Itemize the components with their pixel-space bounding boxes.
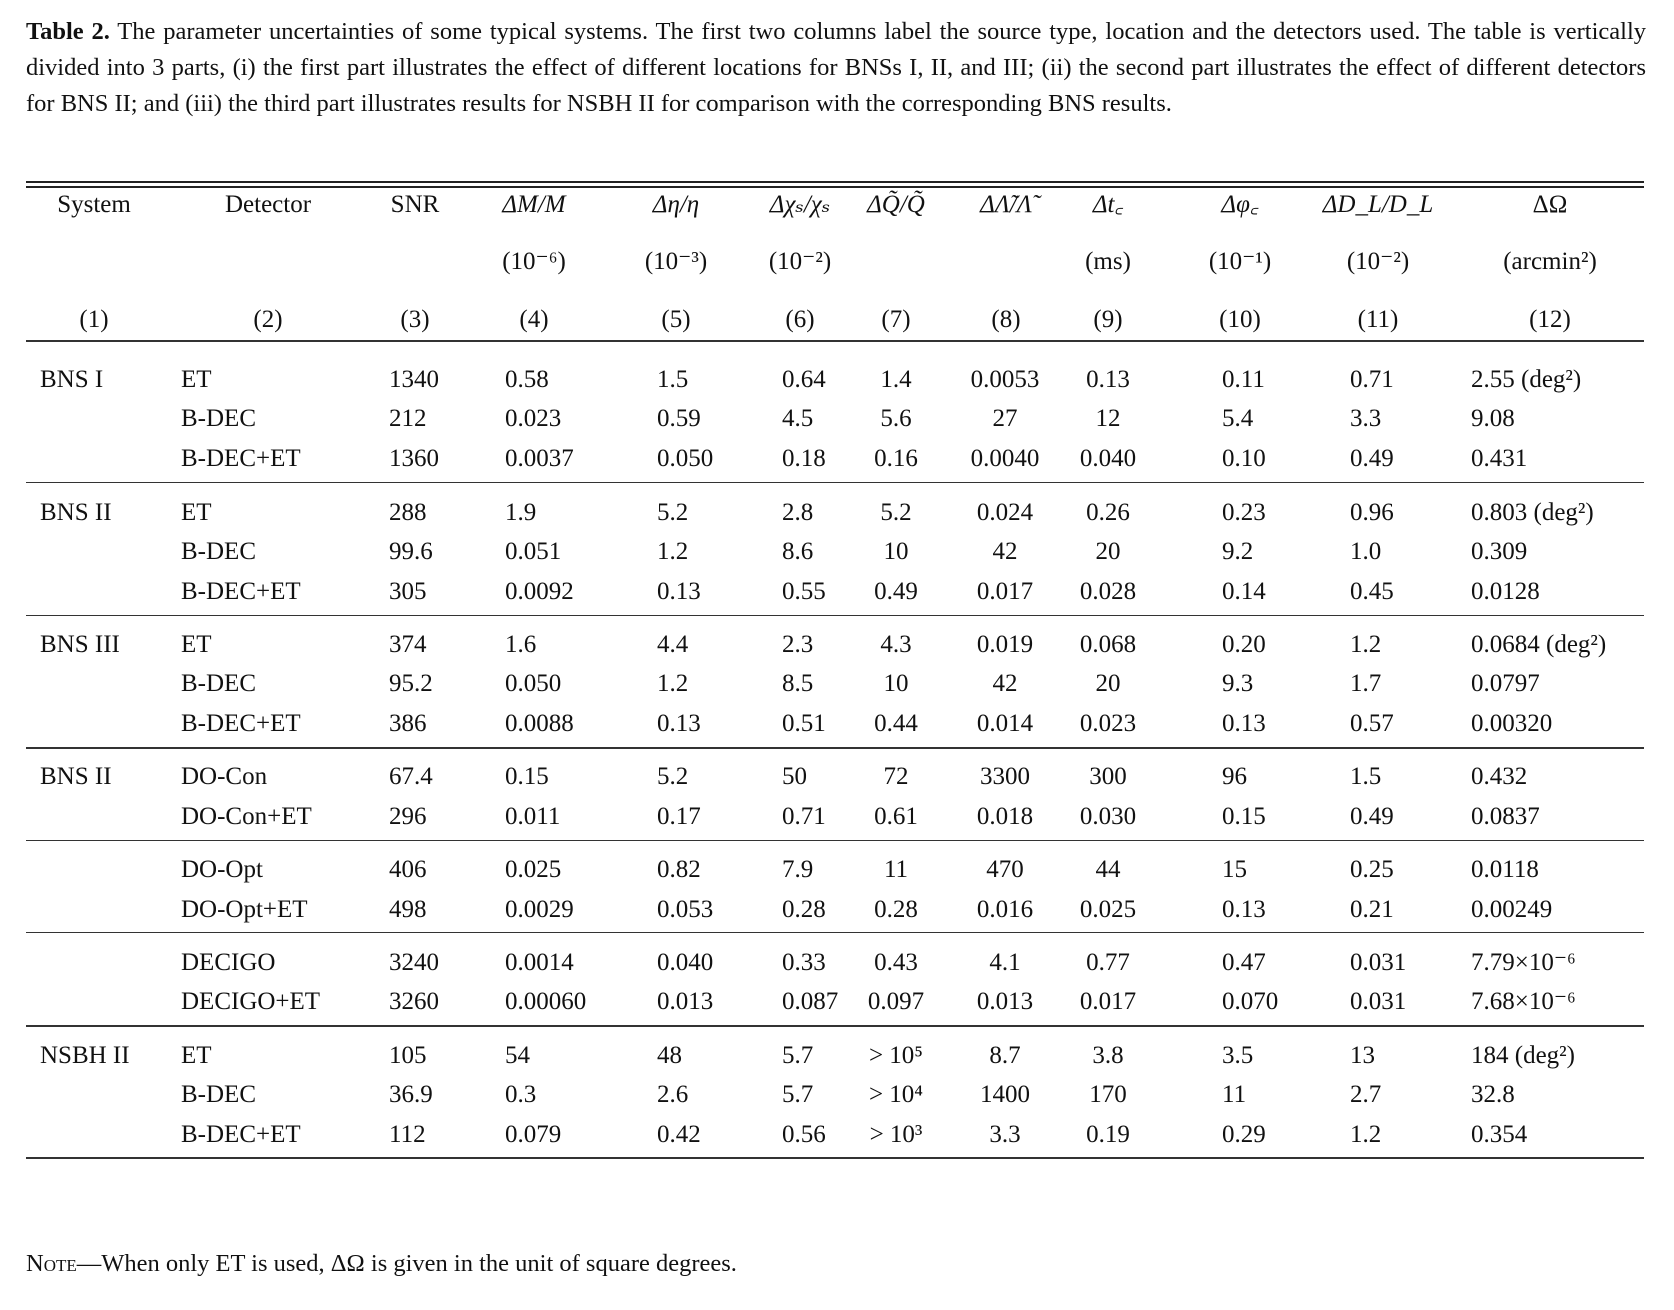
- value-cell: 50: [782, 763, 807, 790]
- value-cell: 2.7: [1350, 1081, 1382, 1108]
- detector-cell: DO-Opt+ET: [181, 896, 308, 923]
- header-unit: (arcmin²): [1503, 248, 1597, 275]
- value-cell: 1400: [980, 1081, 1030, 1108]
- header-number: (12): [1529, 306, 1571, 333]
- value-cell: 0.023: [1079, 710, 1137, 737]
- value-cell: 0.55: [782, 578, 826, 605]
- detector-cell: B-DEC+ET: [181, 710, 301, 737]
- value-cell: 0.097: [867, 988, 925, 1015]
- value-cell: > 10⁴: [868, 1081, 924, 1108]
- detector-cell: ET: [181, 499, 212, 526]
- value-cell: 0.49: [1350, 803, 1394, 830]
- header-number: (7): [881, 306, 911, 333]
- value-cell: 0.21: [1350, 896, 1394, 923]
- caption-label: Table 2.: [26, 18, 110, 45]
- value-cell: 0.33: [782, 949, 826, 976]
- value-cell: 7.68×10⁻⁶: [1471, 988, 1576, 1015]
- value-cell: 470: [986, 856, 1024, 883]
- value-cell: 0.014: [976, 710, 1034, 737]
- value-cell: 8.7: [989, 1042, 1021, 1069]
- system-cell: BNS I: [40, 366, 104, 393]
- value-cell: 0.018: [976, 803, 1034, 830]
- value-cell: 48: [657, 1042, 682, 1069]
- value-cell: 0.71: [1350, 366, 1394, 393]
- value-cell: 10: [883, 670, 909, 697]
- header-cell: Δφ꜀: [1221, 191, 1259, 218]
- value-cell: 96: [1222, 763, 1247, 790]
- value-cell: 15: [1222, 856, 1247, 883]
- value-cell: 1.6: [505, 631, 537, 658]
- header-cell: Δt꜀: [1092, 191, 1124, 218]
- header-cell: Δη/η: [652, 191, 700, 218]
- value-cell: 11: [883, 856, 909, 883]
- value-cell: 9.3: [1222, 670, 1254, 697]
- value-cell: 3.8: [1092, 1042, 1124, 1069]
- value-cell: 0.58: [505, 366, 549, 393]
- value-cell: 9.2: [1222, 538, 1254, 565]
- value-cell: 0.0837: [1471, 803, 1540, 830]
- value-cell: 99.6: [389, 538, 433, 565]
- detector-cell: B-DEC+ET: [181, 578, 301, 605]
- header-unit: (10⁻¹): [1208, 248, 1272, 275]
- value-cell: 296: [389, 803, 427, 830]
- value-cell: 3.3: [989, 1121, 1021, 1148]
- value-cell: 0.82: [657, 856, 701, 883]
- value-cell: 0.070: [1222, 988, 1279, 1015]
- value-cell: 0.803 (deg²): [1471, 499, 1594, 526]
- value-cell: 4.4: [657, 631, 689, 658]
- section-rule: [26, 615, 1644, 616]
- value-cell: 67.4: [389, 763, 433, 790]
- value-cell: 7.79×10⁻⁶: [1471, 949, 1576, 976]
- value-cell: 0.0014: [505, 949, 574, 976]
- value-cell: 3.3: [1350, 405, 1382, 432]
- value-cell: 8.6: [782, 538, 814, 565]
- value-cell: 0.3: [505, 1081, 537, 1108]
- value-cell: 10: [883, 538, 909, 565]
- value-cell: 0.23: [1222, 499, 1266, 526]
- value-cell: 0.0053: [970, 366, 1040, 393]
- section-rule: [26, 482, 1644, 483]
- value-cell: 0.45: [1350, 578, 1394, 605]
- value-cell: 1.5: [657, 366, 689, 393]
- value-cell: 1360: [389, 445, 439, 472]
- value-cell: 1340: [389, 366, 439, 393]
- section-rule: [26, 932, 1644, 933]
- system-cell: BNS III: [40, 631, 120, 658]
- header-number: (3): [400, 306, 430, 333]
- value-cell: 5.2: [657, 763, 689, 790]
- value-cell: 0.0092: [505, 578, 574, 605]
- value-cell: 0.51: [782, 710, 826, 737]
- value-cell: 44: [1095, 856, 1121, 883]
- value-cell: 0.10: [1222, 445, 1266, 472]
- value-cell: 0.025: [1079, 896, 1137, 923]
- value-cell: 0.77: [1086, 949, 1130, 976]
- value-cell: 0.354: [1471, 1121, 1528, 1148]
- value-cell: 0.068: [1079, 631, 1137, 658]
- value-cell: 2.8: [782, 499, 814, 526]
- value-cell: 0.0118: [1471, 856, 1539, 883]
- value-cell: 0.18: [782, 445, 826, 472]
- value-cell: > 10⁵: [868, 1042, 924, 1069]
- value-cell: 0.49: [874, 578, 918, 605]
- value-cell: 0.11: [1222, 366, 1265, 393]
- system-cell: NSBH II: [40, 1042, 130, 1069]
- value-cell: 1.4: [880, 366, 912, 393]
- value-cell: 0.28: [782, 896, 826, 923]
- note-label: Note: [26, 1250, 77, 1277]
- system-cell: BNS II: [40, 499, 112, 526]
- header-cell: ΔΛ̃/Λ̃: [980, 191, 1032, 218]
- value-cell: 2.55 (deg²): [1471, 366, 1582, 393]
- value-cell: 0.0029: [505, 896, 574, 923]
- value-cell: 3.5: [1222, 1042, 1254, 1069]
- bottom-rule: [26, 1157, 1644, 1159]
- value-cell: 0.13: [1086, 366, 1130, 393]
- value-cell: 0.64: [782, 366, 826, 393]
- detector-cell: DO-Con+ET: [181, 803, 312, 830]
- value-cell: 374: [389, 631, 427, 658]
- value-cell: 4.5: [782, 405, 814, 432]
- value-cell: 288: [389, 499, 427, 526]
- detector-cell: B-DEC: [181, 670, 256, 697]
- value-cell: 0.28: [874, 896, 918, 923]
- value-cell: 0.0684 (deg²): [1471, 631, 1607, 658]
- value-cell: 0.011: [505, 803, 561, 830]
- value-cell: 0.00320: [1471, 710, 1553, 737]
- value-cell: 0.00060: [505, 988, 587, 1015]
- value-cell: 20: [1095, 670, 1121, 697]
- detector-cell: B-DEC+ET: [181, 445, 301, 472]
- value-cell: 5.6: [880, 405, 912, 432]
- value-cell: 0.0037: [505, 445, 574, 472]
- value-cell: 0.031: [1350, 988, 1407, 1015]
- value-cell: > 10³: [869, 1121, 923, 1148]
- value-cell: 0.053: [657, 896, 714, 923]
- value-cell: 0.61: [874, 803, 918, 830]
- value-cell: 0.024: [976, 499, 1034, 526]
- table-note: [26, 1250, 737, 1278]
- header-cell: Detector: [224, 191, 312, 218]
- header-number: (9): [1093, 306, 1123, 333]
- value-cell: 9.08: [1471, 405, 1515, 432]
- detector-cell: B-DEC: [181, 1081, 256, 1108]
- value-cell: 0.16: [874, 445, 918, 472]
- value-cell: 7.9: [782, 856, 814, 883]
- detector-cell: ET: [181, 631, 212, 658]
- value-cell: 42: [992, 670, 1018, 697]
- value-cell: 1.2: [1350, 631, 1382, 658]
- value-cell: 95.2: [389, 670, 433, 697]
- value-cell: 1.9: [505, 499, 537, 526]
- value-cell: 0.56: [782, 1121, 826, 1148]
- caption-text: The parameter uncertainties of some typical systems. The first two columns label the source type, location and the detectors used. The table is vertically divided into 3 parts, (i) the first part illustrates the effect of different locations for BNSs I, II, and III; (ii) the second part illustrates the effect of different detectors for BNS II; and (iii) the third part illustrates results for NSBH II for comparison with the corresponding BNS results.: [26, 18, 1647, 117]
- header-rule: [26, 340, 1644, 342]
- value-cell: 0.0088: [505, 710, 574, 737]
- value-cell: 1.2: [1350, 1121, 1382, 1148]
- value-cell: 0.031: [1350, 949, 1407, 976]
- value-cell: 0.025: [505, 856, 562, 883]
- detector-cell: B-DEC: [181, 538, 256, 565]
- value-cell: 5.7: [782, 1042, 814, 1069]
- value-cell: 0.13: [1222, 896, 1266, 923]
- value-cell: 0.431: [1471, 445, 1528, 472]
- value-cell: 8.5: [782, 670, 814, 697]
- value-cell: 0.20: [1222, 631, 1266, 658]
- value-cell: 3240: [389, 949, 439, 976]
- value-cell: 5.4: [1222, 405, 1254, 432]
- value-cell: 0.016: [976, 896, 1034, 923]
- value-cell: 3260: [389, 988, 439, 1015]
- value-cell: 0.17: [657, 803, 701, 830]
- value-cell: 0.0797: [1471, 670, 1540, 697]
- value-cell: 105: [389, 1042, 427, 1069]
- section-rule: [26, 1025, 1644, 1027]
- value-cell: 0.017: [1079, 988, 1137, 1015]
- section-rule: [26, 747, 1644, 749]
- value-cell: 170: [1089, 1081, 1127, 1108]
- detector-cell: DO-Con: [181, 763, 268, 790]
- value-cell: 1.5: [1350, 763, 1382, 790]
- header-number: (10): [1219, 306, 1261, 333]
- header-cell: ΔM/M: [502, 191, 566, 218]
- header-unit: (10⁻⁶): [502, 248, 566, 275]
- detector-cell: B-DEC+ET: [181, 1121, 301, 1148]
- value-cell: 184 (deg²): [1471, 1042, 1575, 1069]
- value-cell: 1.0: [1350, 538, 1382, 565]
- value-cell: 2.3: [782, 631, 814, 658]
- value-cell: 0.26: [1086, 499, 1130, 526]
- value-cell: 0.25: [1350, 856, 1394, 883]
- value-cell: 386: [389, 710, 427, 737]
- header-unit: (10⁻²): [1346, 248, 1410, 275]
- header-unit: (10⁻²): [768, 248, 832, 275]
- value-cell: 0.15: [1222, 803, 1266, 830]
- header-unit: (ms): [1085, 248, 1131, 275]
- value-cell: 498: [389, 896, 427, 923]
- value-cell: 0.96: [1350, 499, 1394, 526]
- value-cell: 2.6: [657, 1081, 689, 1108]
- header-number: (6): [785, 306, 815, 333]
- detector-cell: B-DEC: [181, 405, 256, 432]
- header-cell: ΔQ̃/Q̃: [867, 191, 925, 218]
- header-number: (2): [253, 306, 283, 333]
- header-cell: System: [57, 191, 131, 218]
- value-cell: 72: [883, 763, 909, 790]
- detector-cell: DECIGO: [181, 949, 276, 976]
- system-cell: BNS II: [40, 763, 112, 790]
- value-cell: 0.57: [1350, 710, 1394, 737]
- value-cell: 36.9: [389, 1081, 433, 1108]
- value-cell: 0.49: [1350, 445, 1394, 472]
- value-cell: 0.13: [657, 710, 701, 737]
- value-cell: 0.59: [657, 405, 701, 432]
- header-number: (4): [519, 306, 549, 333]
- value-cell: 0.023: [505, 405, 562, 432]
- value-cell: 0.030: [1079, 803, 1137, 830]
- value-cell: 1.2: [657, 538, 689, 565]
- value-cell: 0.017: [976, 578, 1034, 605]
- value-cell: 0.079: [505, 1121, 562, 1148]
- value-cell: 1.7: [1350, 670, 1382, 697]
- value-cell: 0.71: [782, 803, 826, 830]
- value-cell: 5.7: [782, 1081, 814, 1108]
- value-cell: 0.309: [1471, 538, 1528, 565]
- value-cell: 0.019: [976, 631, 1034, 658]
- value-cell: 0.028: [1079, 578, 1137, 605]
- header-cell: ΔD_L/D_L: [1322, 191, 1434, 218]
- note-text: —When only ET is used, ΔΩ is given in the unit of square degrees.: [76, 1250, 737, 1277]
- value-cell: 406: [389, 856, 427, 883]
- detector-cell: DO-Opt: [181, 856, 263, 883]
- header-number: (11): [1357, 306, 1399, 333]
- value-cell: 0.19: [1086, 1121, 1130, 1148]
- value-cell: 0.47: [1222, 949, 1266, 976]
- value-cell: 42: [992, 538, 1018, 565]
- value-cell: 0.42: [657, 1121, 701, 1148]
- header-cell: ΔΩ: [1532, 191, 1568, 218]
- value-cell: 11: [1222, 1081, 1247, 1108]
- value-cell: 305: [389, 578, 427, 605]
- value-cell: 32.8: [1471, 1081, 1515, 1108]
- detector-cell: ET: [181, 1042, 212, 1069]
- header-number: (1): [79, 306, 109, 333]
- header-unit: (10⁻³): [644, 248, 708, 275]
- header-number: (5): [661, 306, 691, 333]
- value-cell: 0.0040: [970, 445, 1040, 472]
- value-cell: 300: [1089, 763, 1127, 790]
- value-cell: 4.3: [880, 631, 912, 658]
- value-cell: 3300: [980, 763, 1030, 790]
- value-cell: 0.050: [505, 670, 562, 697]
- value-cell: 0.13: [1222, 710, 1266, 737]
- value-cell: 0.432: [1471, 763, 1528, 790]
- value-cell: 0.087: [782, 988, 839, 1015]
- value-cell: 20: [1095, 538, 1121, 565]
- value-cell: 0.29: [1222, 1121, 1266, 1148]
- value-cell: 0.13: [657, 578, 701, 605]
- value-cell: 12: [1095, 405, 1121, 432]
- value-cell: 0.14: [1222, 578, 1266, 605]
- value-cell: 13: [1350, 1042, 1375, 1069]
- value-cell: 5.2: [657, 499, 689, 526]
- value-cell: 4.1: [989, 949, 1021, 976]
- value-cell: 0.013: [657, 988, 714, 1015]
- value-cell: 112: [389, 1121, 426, 1148]
- value-cell: 0.43: [874, 949, 918, 976]
- value-cell: 0.040: [657, 949, 714, 976]
- header-cell: Δχₛ/χₛ: [769, 191, 831, 218]
- section-rule: [26, 840, 1644, 841]
- value-cell: 0.040: [1079, 445, 1137, 472]
- data-table: [26, 0, 1647, 1310]
- value-cell: 0.050: [657, 445, 714, 472]
- value-cell: 0.0128: [1471, 578, 1540, 605]
- value-cell: 0.00249: [1471, 896, 1553, 923]
- detector-cell: ET: [181, 366, 212, 393]
- value-cell: 27: [992, 405, 1018, 432]
- value-cell: 5.2: [880, 499, 912, 526]
- value-cell: 0.051: [505, 538, 562, 565]
- value-cell: 0.15: [505, 763, 549, 790]
- detector-cell: DECIGO+ET: [181, 988, 321, 1015]
- header-number: (8): [991, 306, 1021, 333]
- value-cell: 0.44: [874, 710, 918, 737]
- value-cell: 54: [505, 1042, 530, 1069]
- header-cell: SNR: [390, 191, 440, 218]
- value-cell: 212: [389, 405, 427, 432]
- value-cell: 0.013: [976, 988, 1034, 1015]
- value-cell: 1.2: [657, 670, 689, 697]
